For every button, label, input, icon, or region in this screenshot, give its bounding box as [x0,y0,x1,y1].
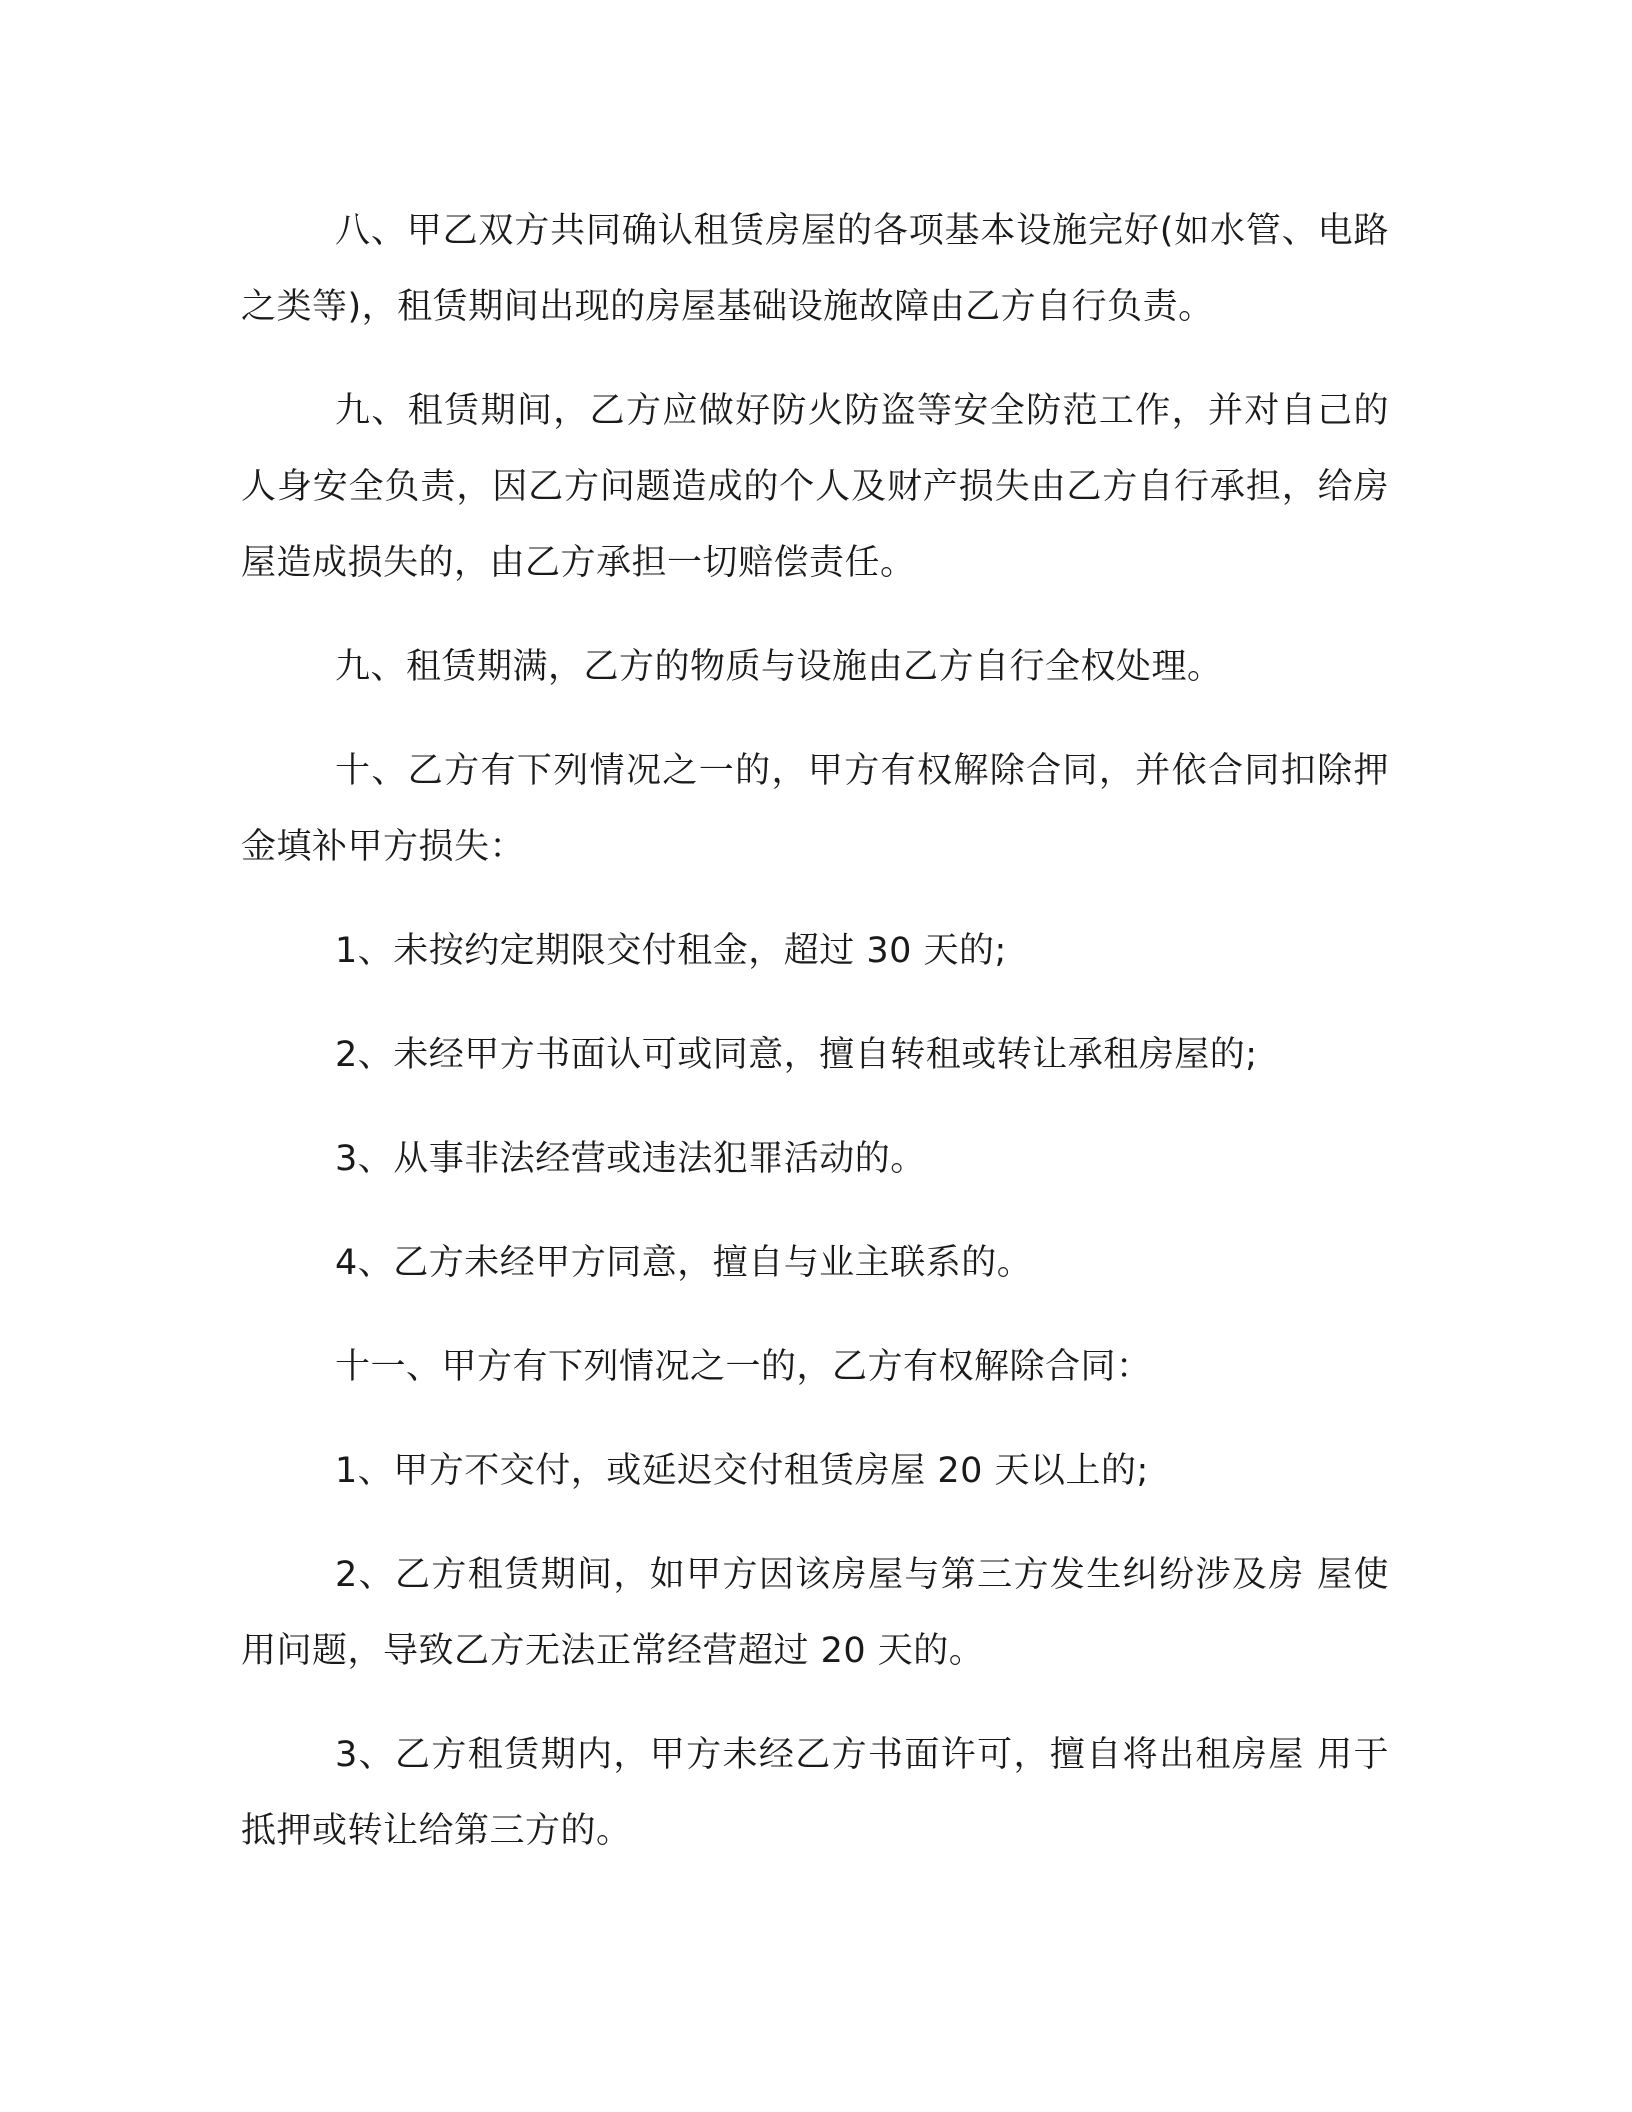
clause-9-expiry: 九、租赁期满，乙方的物质与设施由乙方自行全权处理。 [335,647,1223,687]
clause-8: 八、甲乙双方共同确认租赁房屋的各项基本设施完好(如水管、电路之类等)，租赁期间出现的房屋基础设施故障由乙方自行负责。 [241,211,1389,327]
clause-9-safety: 九、租赁期间，乙方应做好防火防盗等安全防范工作，并对自己的人身安全负责，因乙方问题造成的个人及财产损失由乙方自行承担，给房屋造成损失的，由乙方承担一切赔偿责任。 [241,391,1389,583]
clause-11-item-3: 3、乙方租赁期内，甲方未经乙方书面许可，擅自将出租房屋 用于抵押或转让给第三方的。 [241,1735,1389,1851]
clause-10-item-2: 2、未经甲方书面认可或同意，擅自转租或转让承租房屋的; [335,1035,1258,1075]
clause-11-item-2: 2、乙方租赁期间，如甲方因该房屋与第三方发生纠纷涉及房 屋使用问题，导致乙方无法正常经营超过 20 天的。 [241,1555,1389,1671]
clause-10-item-4: 4、乙方未经甲方同意，擅自与业主联系的。 [335,1243,1033,1283]
clause-11-item-1: 1、甲方不交付，或延迟交付租赁房屋 20 天以上的; [335,1451,1149,1491]
clause-11: 十一、甲方有下列情况之一的，乙方有权解除合同： [335,1347,1152,1387]
clause-10-item-1: 1、未按约定期限交付租金，超过 30 天的; [335,931,1007,971]
clause-10-item-3: 3、从事非法经营或违法犯罪活动的。 [335,1139,926,1179]
clause-10: 十、乙方有下列情况之一的，甲方有权解除合同，并依合同扣除押金填补甲方损失： [241,751,1389,867]
document-body [241,193,1389,1869]
